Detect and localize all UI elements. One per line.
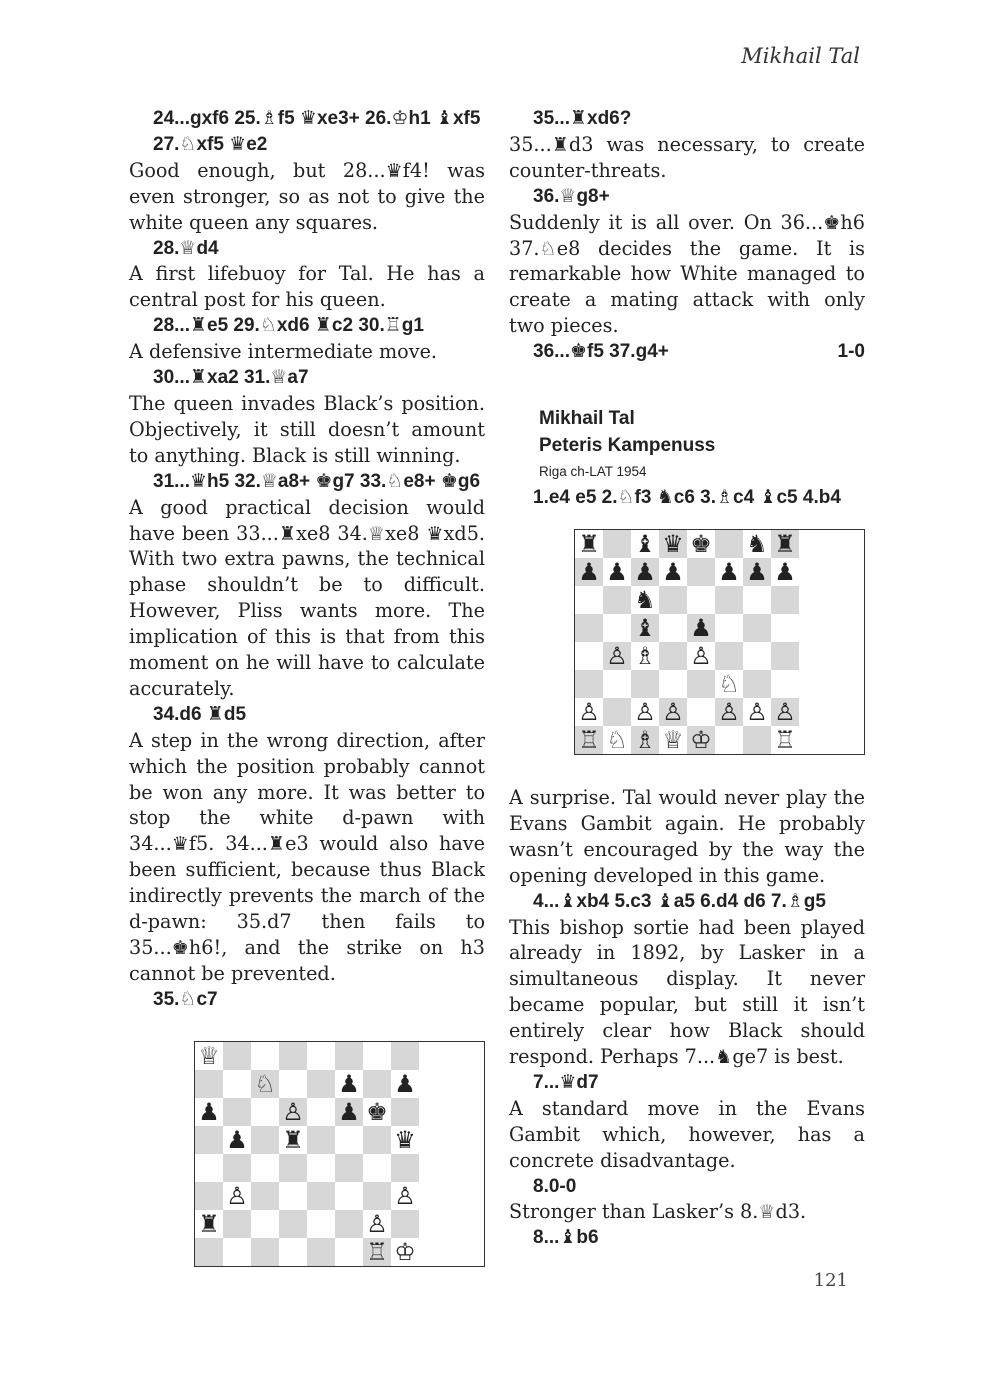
board-square (335, 1182, 363, 1210)
chess-piece-square: ♟ (195, 1098, 223, 1126)
commentary: A step in the wrong direction, after which the position probably cannot be won any more. It was better to stop the white d-pawn with 34...♛f5. 34...♜e3 would also have been sufficient, because thus Black indirectly prevents the march of the d-pawn: 35.d7 then fails to 35...♚h6!, and the strike on h3 cannot be prevented. (129, 728, 485, 985)
board-square (771, 614, 799, 642)
chess-piece-square: ♙ (603, 642, 631, 670)
chess-piece-square: ♜ (575, 530, 603, 558)
game-event: Riga ch-LAT 1954 (539, 464, 647, 480)
board-square (715, 614, 743, 642)
board-square (603, 614, 631, 642)
move-line: 4...♝xb4 5.c3 ♝a5 6.d4 d6 7.♗g5 (533, 890, 826, 912)
commentary: 35...♜d3 was necessary, to create counter-threats. (509, 132, 865, 182)
commentary: A first lifebuoy for Tal. He has a central post for his queen. (129, 262, 485, 312)
move-line: 28...♜e5 29.♘xd6 ♜c2 30.♖g1 (153, 315, 424, 337)
board-square (279, 1182, 307, 1210)
chess-piece-square: ♕ (195, 1042, 223, 1070)
board-square (279, 1210, 307, 1238)
board-square (575, 642, 603, 670)
board-square (307, 1210, 335, 1238)
chess-piece-square: ♞ (631, 586, 659, 614)
game-result: 1-0 (837, 341, 865, 363)
final-moves: 36...♚f5 37.g4+ (533, 341, 669, 363)
chess-piece-square: ♙ (743, 698, 771, 726)
board-square (363, 1126, 391, 1154)
board-square (575, 586, 603, 614)
right-column (509, 106, 865, 1251)
move-line: 28.♕d4 (153, 237, 219, 259)
chess-piece-square: ♟ (223, 1126, 251, 1154)
page-number: 121 (813, 1270, 848, 1291)
chess-piece-square: ♘ (603, 726, 631, 754)
chess-piece-square: ♙ (687, 642, 715, 670)
chess-piece-square: ♝ (631, 614, 659, 642)
board-square (307, 1238, 335, 1266)
chess-piece-square: ♛ (391, 1126, 419, 1154)
board-square (307, 1182, 335, 1210)
board-square (195, 1182, 223, 1210)
chess-piece-square: ♘ (251, 1070, 279, 1098)
move-line: 8.0-0 (533, 1175, 577, 1197)
board-square (687, 698, 715, 726)
board-square (659, 614, 687, 642)
chess-piece-square: ♜ (195, 1210, 223, 1238)
running-header: Mikhail Tal (741, 44, 860, 68)
move-line: 35.♘c7 (153, 988, 218, 1010)
board-square (195, 1154, 223, 1182)
move-line: 1.e4 e5 2.♘f3 ♞c6 3.♗c4 ♝c5 4.b4 (533, 487, 841, 509)
move-line: 36.♕g8+ (533, 185, 610, 207)
commentary: Good enough, but 28...♛f4! was even stronger, so as not to give the white queen any squares. (129, 158, 485, 234)
board-square (631, 670, 659, 698)
board-square (659, 670, 687, 698)
board-square (743, 670, 771, 698)
chess-piece-square: ♙ (279, 1098, 307, 1126)
board-square (575, 670, 603, 698)
chess-diagram-position-2 (574, 529, 865, 755)
chess-piece-square: ♟ (335, 1070, 363, 1098)
board-square (715, 642, 743, 670)
board-square (391, 1042, 419, 1070)
board-square (251, 1098, 279, 1126)
board-square (391, 1154, 419, 1182)
move-line: 8...♝b6 (533, 1227, 599, 1249)
board-square (363, 1154, 391, 1182)
chess-piece-square: ♚ (687, 530, 715, 558)
move-line: 30...♜xa2 31.♕a7 (153, 367, 309, 389)
chess-piece-square: ♟ (631, 558, 659, 586)
board-square (363, 1070, 391, 1098)
chess-piece-square: ♕ (659, 726, 687, 754)
commentary: This bishop sortie had been played already in 1892, by Lasker in a simultaneous display. It never became popular, but still it isn’t entirely clear how Black should respond. Perhaps 7...♞ge7 is best. (509, 915, 865, 1069)
board-square (195, 1238, 223, 1266)
move-line: 7...♛d7 (533, 1071, 599, 1093)
board-square (307, 1154, 335, 1182)
board-square (715, 586, 743, 614)
board-square (771, 642, 799, 670)
chess-piece-square: ♔ (391, 1238, 419, 1266)
move-line: 34.d6 ♜d5 (153, 703, 247, 725)
commentary: Suddenly it is all over. On 36...♚h6 37.♘e8 decides the game. It is remarkable how White managed to create a mating attack with only two pieces. (509, 210, 865, 338)
board-square (743, 586, 771, 614)
move-line: 24...gxf6 25.♗f5 ♛xe3+ 26.♔h1 ♝xf5 27.♘xf5 ♛e2 (153, 108, 481, 155)
chess-piece-square: ♙ (659, 698, 687, 726)
chess-piece-square: ♙ (631, 698, 659, 726)
chess-piece-square: ♖ (771, 726, 799, 754)
board-square (307, 1098, 335, 1126)
chess-piece-square: ♟ (391, 1070, 419, 1098)
chess-piece-square: ♟ (335, 1098, 363, 1126)
board-square (659, 642, 687, 670)
chess-piece-square: ♙ (715, 698, 743, 726)
chess-piece-square: ♙ (363, 1210, 391, 1238)
chess-piece-square: ♟ (659, 558, 687, 586)
chess-piece-square: ♙ (771, 698, 799, 726)
board-square (687, 586, 715, 614)
chess-piece-square: ♟ (715, 558, 743, 586)
chess-piece-square: ♖ (363, 1238, 391, 1266)
chess-piece-square: ♙ (391, 1182, 419, 1210)
move-line: 35...♜xd6? (533, 108, 632, 129)
board-square (743, 614, 771, 642)
board-square (279, 1154, 307, 1182)
board-square (391, 1098, 419, 1126)
board-square (603, 586, 631, 614)
black-player: Peteris Kampenuss (539, 435, 716, 457)
chess-piece-square: ♟ (743, 558, 771, 586)
board-square (335, 1238, 363, 1266)
move-line: 31...♛h5 32.♕a8+ ♚g7 33.♘e8+ ♚g6 (153, 470, 481, 492)
board-square (659, 586, 687, 614)
board-square (307, 1070, 335, 1098)
white-player: Mikhail Tal (539, 408, 635, 430)
board-square (687, 670, 715, 698)
board-square (335, 1126, 363, 1154)
board-square (223, 1070, 251, 1098)
commentary: A good practical decision would have been 33...♜xe8 34.♕xe8 ♛xd5. With two extra pawns, the technical phase shouldn’t be to difficult. However, Pliss wants more. The implication of this is that from this moment on he will have to calculate accurately. (129, 495, 485, 700)
chess-piece-square: ♚ (363, 1098, 391, 1126)
board-square (223, 1098, 251, 1126)
chess-piece-square: ♜ (279, 1126, 307, 1154)
chess-piece-square: ♛ (659, 530, 687, 558)
board-square (279, 1070, 307, 1098)
commentary: A defensive intermediate move. (129, 340, 438, 364)
board-square (223, 1238, 251, 1266)
chess-piece-square: ♖ (575, 726, 603, 754)
board-square (687, 558, 715, 586)
board-square (575, 614, 603, 642)
board-square (223, 1042, 251, 1070)
chess-piece-square: ♟ (687, 614, 715, 642)
board-square (251, 1154, 279, 1182)
board-square (363, 1182, 391, 1210)
board-square (603, 698, 631, 726)
board-square (715, 726, 743, 754)
board-square (279, 1042, 307, 1070)
board-square (307, 1042, 335, 1070)
board-square (335, 1154, 363, 1182)
left-column (129, 106, 485, 1277)
board-square (335, 1210, 363, 1238)
commentary: A surprise. Tal would never play the Evans Gambit again. He probably wasn’t encouraged by the way the opening developed in this game. (509, 785, 865, 887)
board-square (603, 530, 631, 558)
chess-piece-square: ♘ (715, 670, 743, 698)
board-square (223, 1154, 251, 1182)
board-square (195, 1126, 223, 1154)
commentary: The queen invades Black’s position. Objectively, it still doesn’t amount to anything. Black is still winning. (129, 391, 485, 467)
board-square (603, 670, 631, 698)
board-square (251, 1182, 279, 1210)
result-line (509, 339, 865, 365)
board-square (771, 670, 799, 698)
board-square (307, 1126, 335, 1154)
board-square (715, 530, 743, 558)
chess-piece-square: ♔ (687, 726, 715, 754)
chess-piece-square: ♞ (743, 530, 771, 558)
board-square (743, 642, 771, 670)
chess-piece-square: ♟ (603, 558, 631, 586)
commentary: A standard move in the Evans Gambit which, however, has a concrete disadvantage. (509, 1096, 865, 1172)
board-square (195, 1070, 223, 1098)
board-square (391, 1210, 419, 1238)
board-square (743, 726, 771, 754)
board-square (771, 586, 799, 614)
chess-piece-square: ♝ (631, 530, 659, 558)
chess-piece-square: ♟ (575, 558, 603, 586)
chess-piece-square: ♗ (631, 642, 659, 670)
chess-piece-square: ♗ (631, 726, 659, 754)
board-square (251, 1042, 279, 1070)
board-square (279, 1238, 307, 1266)
chess-piece-square: ♟ (771, 558, 799, 586)
board-square (251, 1210, 279, 1238)
board-square (223, 1210, 251, 1238)
chess-piece-square: ♜ (771, 530, 799, 558)
chess-piece-square: ♙ (223, 1182, 251, 1210)
commentary: Stronger than Lasker’s 8.♕d3. (509, 1200, 807, 1224)
board-square (251, 1238, 279, 1266)
board-square (251, 1126, 279, 1154)
board-square (363, 1042, 391, 1070)
chess-diagram-position-1 (194, 1041, 485, 1267)
board-square (335, 1042, 363, 1070)
chess-piece-square: ♙ (575, 698, 603, 726)
